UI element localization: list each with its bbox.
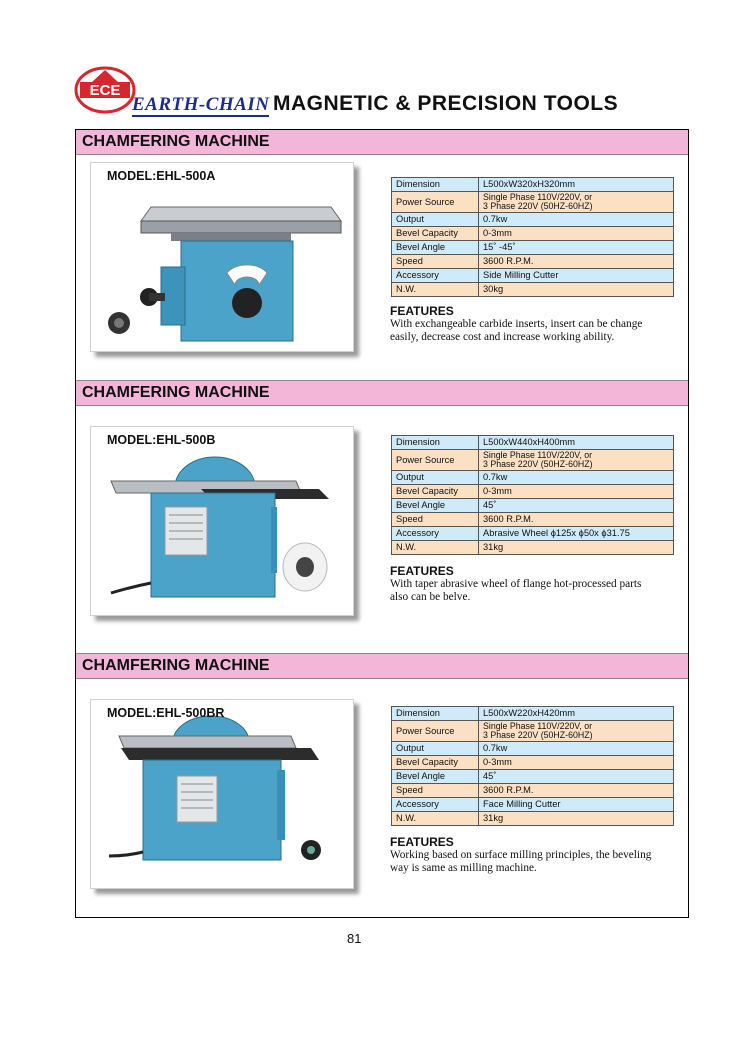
spec-key: Dimension <box>392 436 479 450</box>
section-title: CHAMFERING MACHINE <box>82 384 270 401</box>
features-text: With taper abrasive wheel of flange hot-processed parts also can be belve. <box>390 578 642 603</box>
spec-value: 0-3mm <box>479 227 674 241</box>
spec-value: 45˚ <box>479 770 674 784</box>
product-section-ehl-500b <box>76 380 688 653</box>
section-title: CHAMFERING MACHINE <box>82 657 270 674</box>
features-text: With exchangeable carbide inserts, insert can be change easily, decrease cost and increase working ability. <box>390 318 643 343</box>
spec-value: L500xW440xH400mm <box>479 436 674 450</box>
spec-value: 3600 R.P.M. <box>479 255 674 269</box>
features-heading: FEATURES <box>390 304 454 318</box>
model-label: MODEL:EHL-500A <box>107 169 216 183</box>
spec-value: 0.7kw <box>479 213 674 227</box>
model-label: MODEL:EHL-500BR <box>107 706 225 720</box>
machine-illustration <box>91 700 353 888</box>
features-heading: FEATURES <box>390 835 454 849</box>
spec-value: 45˚ <box>479 499 674 513</box>
spec-key: Bevel Angle <box>392 770 479 784</box>
spec-value: Single Phase 110V/220V, or 3 Phase 220V (50HZ-60HZ) <box>479 450 674 471</box>
spec-key: Output <box>392 213 479 227</box>
spec-key: Bevel Angle <box>392 241 479 255</box>
spec-value: Single Phase 110V/220V, or 3 Phase 220V (50HZ-60HZ) <box>479 192 674 213</box>
spec-value: 0.7kw <box>479 742 674 756</box>
spec-key: Bevel Capacity <box>392 756 479 770</box>
features-text: Working based on surface milling principles, the beveling way is same as milling machine. <box>390 849 652 874</box>
spec-value: 15˚ -45˚ <box>479 241 674 255</box>
spec-table <box>391 435 674 555</box>
spec-key: Dimension <box>392 707 479 721</box>
product-section-ehl-500a <box>76 130 688 380</box>
spec-value: 31kg <box>479 812 674 826</box>
spec-key: Power Source <box>392 721 479 742</box>
machine-illustration <box>91 163 353 351</box>
spec-key: N.W. <box>392 812 479 826</box>
spec-value: 3600 R.P.M. <box>479 784 674 798</box>
spec-key: Speed <box>392 255 479 269</box>
spec-table <box>391 177 674 297</box>
spec-value: 0.7kw <box>479 471 674 485</box>
spec-value: Single Phase 110V/220V, or 3 Phase 220V (50HZ-60HZ) <box>479 721 674 742</box>
product-photo <box>90 426 354 616</box>
spec-key: Power Source <box>392 192 479 213</box>
spec-key: Accessory <box>392 269 479 283</box>
product-photo <box>90 699 354 889</box>
spec-value: L500xW220xH420mm <box>479 707 674 721</box>
spec-value: 30kg <box>479 283 674 297</box>
section-title-bar <box>76 653 688 679</box>
spec-value: Abrasive Wheel ϕ125x ϕ50x ϕ31.75 <box>479 527 674 541</box>
spec-key: Speed <box>392 784 479 798</box>
spec-key: Output <box>392 471 479 485</box>
spec-value: 31kg <box>479 541 674 555</box>
spec-key: Accessory <box>392 527 479 541</box>
machine-illustration <box>91 427 353 615</box>
spec-key: Accessory <box>392 798 479 812</box>
spec-value: Face Milling Cutter <box>479 798 674 812</box>
spec-value: 0-3mm <box>479 485 674 499</box>
spec-value: L500xW320xH320mm <box>479 178 674 192</box>
spec-value: 3600 R.P.M. <box>479 513 674 527</box>
section-title-bar <box>76 130 688 155</box>
page-number: 81 <box>347 931 362 946</box>
spec-table <box>391 706 674 826</box>
spec-key: Output <box>392 742 479 756</box>
spec-value: 0-3mm <box>479 756 674 770</box>
svg-text:ECE: ECE <box>89 82 121 99</box>
features-heading: FEATURES <box>390 564 454 578</box>
spec-key: Dimension <box>392 178 479 192</box>
spec-key: N.W. <box>392 283 479 297</box>
spec-key: Power Source <box>392 450 479 471</box>
section-title-bar <box>76 380 688 406</box>
catalog-frame <box>75 129 689 918</box>
page-title: MAGNETIC & PRECISION TOOLS <box>273 92 619 115</box>
spec-key: Bevel Capacity <box>392 227 479 241</box>
spec-value: Side Milling Cutter <box>479 269 674 283</box>
earth-chain-logo <box>74 66 136 114</box>
brand-name: EARTH-CHAIN <box>132 94 270 115</box>
spec-key: Bevel Angle <box>392 499 479 513</box>
spec-key: N.W. <box>392 541 479 555</box>
product-photo <box>90 162 354 352</box>
section-title: CHAMFERING MACHINE <box>82 133 270 150</box>
product-section-ehl-500br <box>76 653 688 917</box>
model-label: MODEL:EHL-500B <box>107 433 216 447</box>
spec-key: Speed <box>392 513 479 527</box>
spec-key: Bevel Capacity <box>392 485 479 499</box>
